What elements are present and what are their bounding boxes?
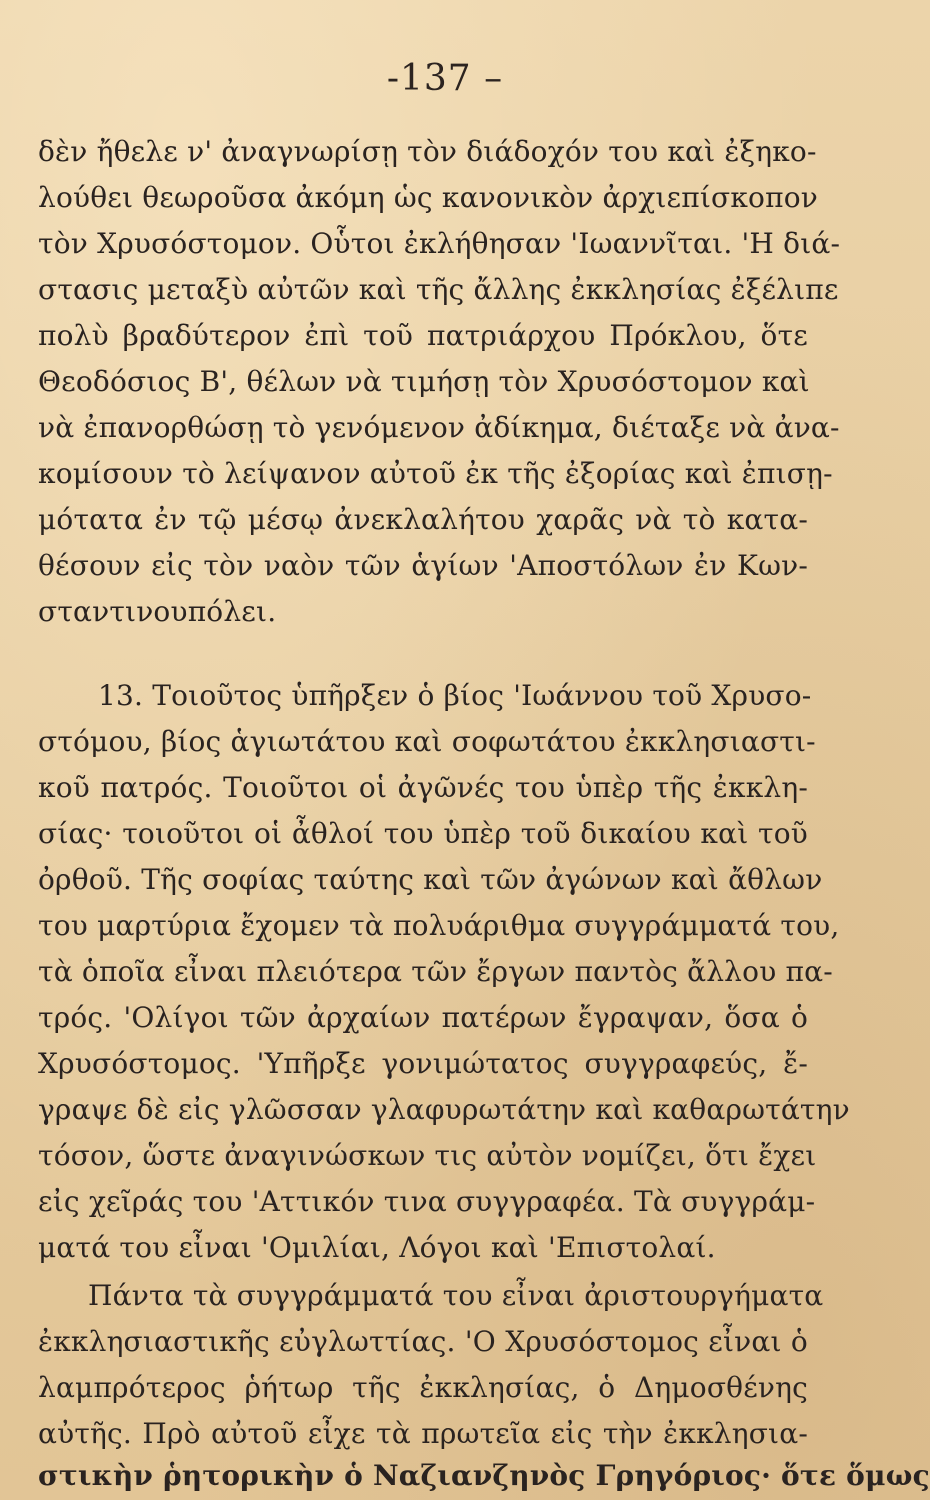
text-line: στασις μεταξὺ αὐτῶν καὶ τῆς ἄλλης ἐκκλησίας ἐξέλιπε — [38, 273, 839, 306]
text-line: ματά του εἶναι 'Ομιλίαι, Λόγοι καὶ 'Επιστολαί. — [38, 1231, 716, 1264]
text-line: 13. Τοιοῦτος ὑπῆρξεν ὁ βίος 'Ιωάννου τοῦ Χρυσο- — [98, 679, 812, 712]
text-line: λαμπρότερος ῥήτωρ τῆς ἐκκλησίας, ὁ Δημοσθένης — [38, 1371, 808, 1404]
text-line: νὰ ἐπανορθώσῃ τὸ γενόμενον ἀδίκημα, διέταξε νὰ ἀνα- — [38, 411, 840, 444]
text-line: σίας· τοιοῦτοι οἱ ἆθλοί του ὑπὲρ τοῦ δικαίου καὶ τοῦ — [38, 817, 808, 850]
text-line: Χρυσόστομος. 'Υπῆρξε γονιμώτατος συγγραφεύς, ἔ- — [38, 1047, 808, 1080]
text-line: στόμου, βίος ἁγιωτάτου καὶ σοφωτάτου ἐκκλησιαστι- — [38, 725, 816, 758]
text-line: τὰ ὁποῖα εἶναι πλειότερα τῶν ἔργων παντὸς ἄλλου πα- — [38, 955, 833, 988]
text-line: τόσον, ὥστε ἀναγινώσκων τις αὐτὸν νομίζει, ὅτι ἔχει — [38, 1139, 817, 1172]
page-number: -137 – — [386, 58, 504, 99]
text-line: θέσουν εἰς τὸν ναὸν τῶν ἁγίων 'Αποστόλων ἐν Κων- — [38, 549, 808, 582]
text-line: μότατα ἐν τῷ μέσῳ ἀνεκλαλήτου χαρᾶς νὰ τὸ κατα- — [38, 503, 808, 536]
text-line: σταντινουπόλει. — [38, 595, 277, 628]
text-line: Θεοδόσιος Β', θέλων νὰ τιμήσῃ τὸν Χρυσόστομον καὶ — [38, 365, 810, 398]
text-line: γραψε δὲ εἰς γλῶσσαν γλαφυρωτάτην καὶ καθαρωτάτην — [38, 1093, 850, 1126]
text-line: πολὺ βραδύτερον ἐπὶ τοῦ πατριάρχου Πρόκλου, ὅτε — [38, 319, 808, 352]
text-line: τρός. 'Ολίγοι τῶν ἀρχαίων πατέρων ἔγραψαν, ὅσα ὁ — [38, 1001, 808, 1034]
text-line: λούθει θεωροῦσα ἀκόμη ὡς κανονικὸν ἀρχιεπίσκοπον — [38, 181, 818, 214]
text-line: Πάντα τὰ συγγράμματά του εἶναι ἀριστουργήματα — [88, 1279, 824, 1312]
text-line: δὲν ἤθελε ν' ἀναγνωρίσῃ τὸν διάδοχόν του καὶ ἐξηκο- — [38, 135, 817, 168]
text-line: αὐτῆς. Πρὸ αὐτοῦ εἶχε τὰ πρωτεῖα εἰς τὴν ἐκκλησια- — [38, 1417, 808, 1450]
text-line: ἐκκλησιαστικῆς εὐγλωττίας. 'Ο Χρυσόστομος εἶναι ὁ — [38, 1325, 808, 1358]
text-line: του μαρτύρια ἔχομεν τὰ πολυάριθμα συγγράμματά του, — [38, 909, 840, 942]
text-line: εἰς χεῖράς του 'Αττικόν τινα συγγραφέα. Τὰ συγγράμ- — [38, 1185, 816, 1218]
text-line: κοῦ πατρός. Τοιοῦτοι οἱ ἀγῶνές του ὑπὲρ τῆς ἐκκλη- — [38, 771, 808, 804]
text-line: ὀρθοῦ. Τῆς σοφίας ταύτης καὶ τῶν ἀγώνων καὶ ἄθλων — [38, 863, 823, 896]
text-line: στικὴν ῥητορικὴν ὁ Ναζιανζηνὸς Γρηγόριος· ὅτε ὅμως — [38, 1459, 930, 1492]
text-line: τὸν Χρυσόστομον. Οὗτοι ἐκλήθησαν 'Ιωαννῖται. 'Η διά- — [38, 227, 841, 260]
text-line: κομίσουν τὸ λείψανον αὐτοῦ ἐκ τῆς ἐξορίας καὶ ἐπισῃ- — [38, 457, 833, 490]
